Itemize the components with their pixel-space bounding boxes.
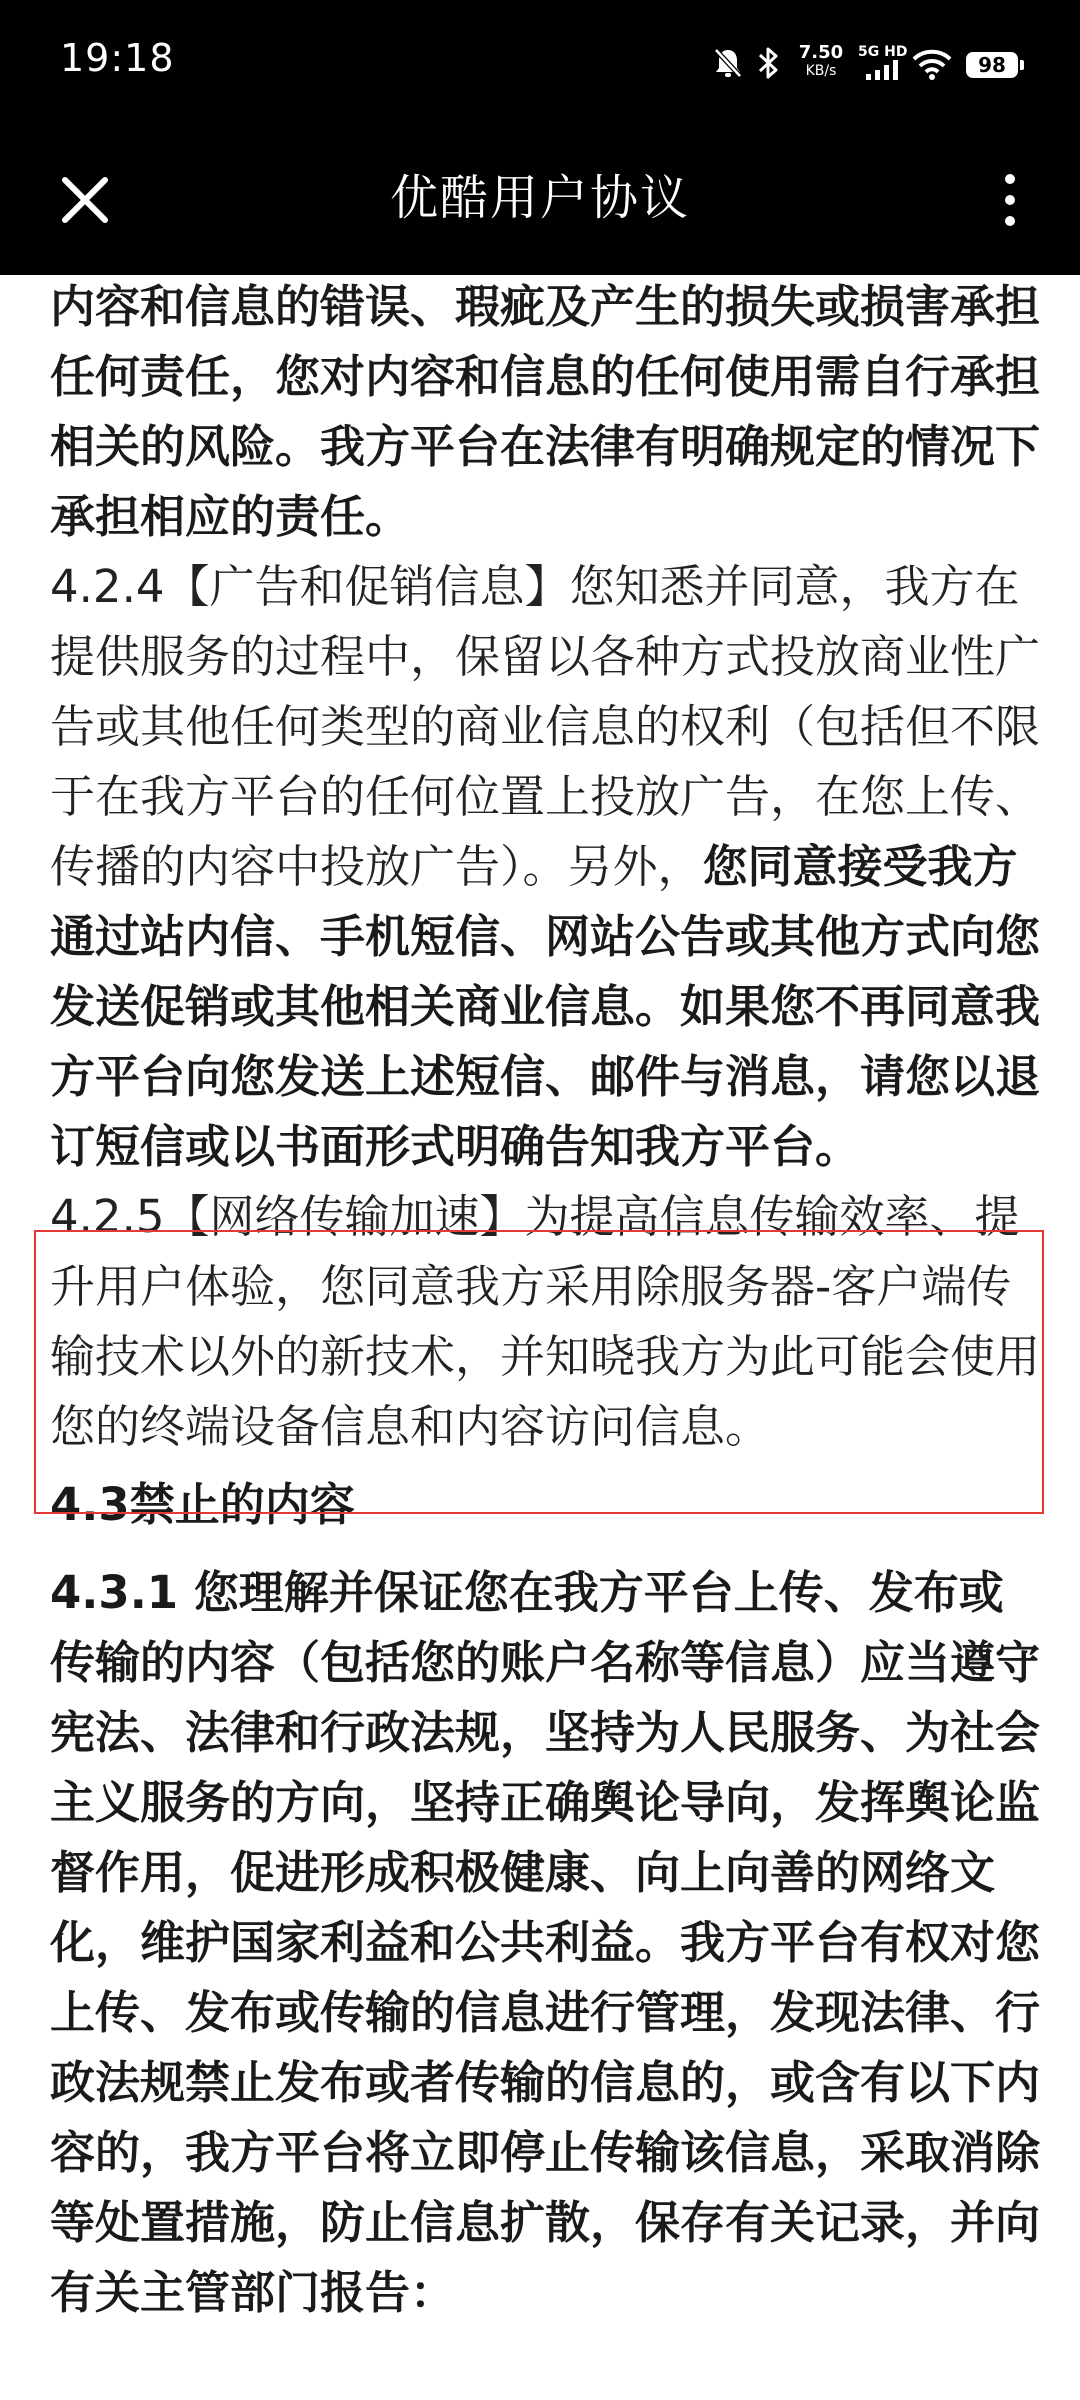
bluetooth-icon (756, 46, 780, 80)
section-4-3-title: 4.3禁止的内容 (50, 1478, 355, 1531)
section-4-3-1: 4.3.1 您理解并保证您在我方平台上传、发布或传输的内容（包括您的账户名称等信息）应当遵守宪法、法律和行政法规，坚持为人民服务、为社会主义服务的方向，坚持正确舆论导向，发挥舆论监督作用，促进形成积极健康、向上向善的网络文化，维护国家利益和公共利益。我方平台有权对您上传、发布或传输的信息进行管理，发现法律、行政法规禁止发布或者传输的信息的，或含有以下内容的，我方平台将立即停止传输该信息，采取消除等处置措施，防止信息扩散，保存有关记录，并向有关主管部门报告： (50, 1566, 1041, 2319)
battery-icon: 98 (966, 52, 1018, 78)
network-type-label: 5G HD (858, 44, 908, 60)
page-title: 优酷用户协议 (389, 170, 690, 226)
status-bar (0, 0, 1080, 125)
network-speed: 7.50 KB/s (798, 42, 844, 79)
signal-icon (866, 60, 900, 80)
section-4-2-4-text: 4.2.4【广告和促销信息】您知悉并同意，我方在提供服务的过程中，保留以各种方式投放商业性广告或其他任何类型的商业信息的权利（包括但不限于在我方平台的任何位置上投放广告，在您上传、传播的内容中投放广告）。另外， (50, 560, 1041, 893)
paragraph-liability: 内容和信息的错误、瑕疵及产生的损失或损害承担任何责任，您对内容和信息的任何使用需自行承担相关的风险。我方平台在法律有明确规定的情况下承担相应的责任。 (50, 280, 1041, 543)
more-vertical-icon[interactable] (980, 165, 1040, 235)
wifi-icon (912, 48, 952, 80)
mute-icon (712, 46, 744, 80)
agreement-content (50, 272, 1040, 2328)
title-bar (0, 125, 1080, 275)
section-4-2-4 (50, 552, 1040, 1182)
section-4-2-4-bold: 您同意接受我方通过站内信、手机短信、网站公告或其他方式向您发送促销或其他相关商业信息。如果您不再同意我方平台向您发送上述短信、邮件与消息，请您以退订短信或以书面形式明确告知我方平台。 (50, 840, 1041, 1173)
section-4-2-5: 4.2.5【网络传输加速】为提高信息传输效率、提升用户体验，您同意我方采用除服务器-客户端传输技术以外的新技术，并知晓我方为此可能会使用您的终端设备信息和内容访问信息。 (50, 1190, 1041, 1453)
status-time: 19:18 (60, 36, 175, 80)
